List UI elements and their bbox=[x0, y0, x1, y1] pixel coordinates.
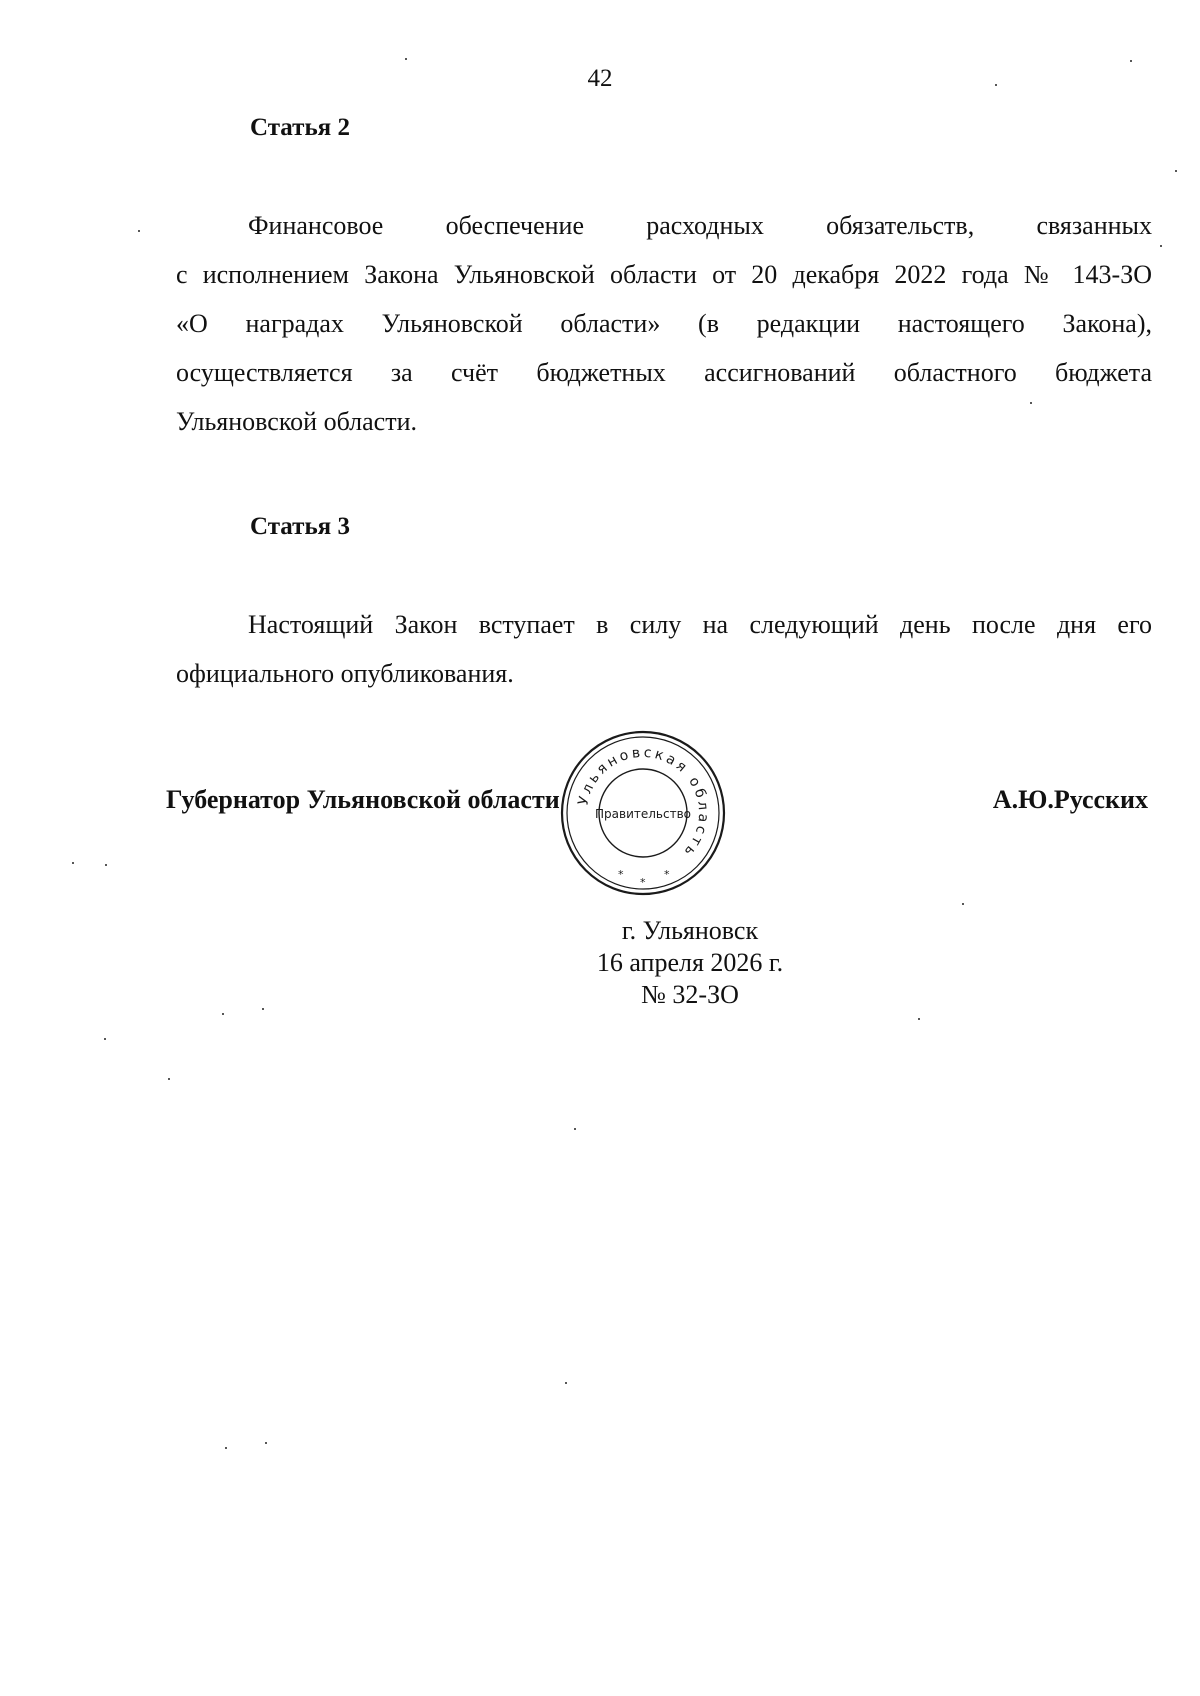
signature-title: Губернатор Ульяновской области bbox=[166, 785, 560, 814]
scan-speck bbox=[565, 1382, 567, 1384]
official-seal bbox=[558, 728, 728, 898]
article-3-heading: Статья 3 bbox=[250, 513, 350, 540]
scan-speck bbox=[995, 84, 997, 86]
law-number: № 32-ЗО bbox=[641, 980, 739, 1009]
place-date-block bbox=[540, 915, 840, 1011]
paragraph-line: официального опубликования. bbox=[176, 659, 514, 688]
seal-ring-text: Ульяновская область bbox=[575, 744, 712, 862]
scan-speck bbox=[72, 862, 74, 864]
page-number: 42 bbox=[587, 65, 613, 92]
scan-speck bbox=[1160, 245, 1162, 247]
scan-speck bbox=[1130, 60, 1132, 62]
date: 16 апреля 2026 г. bbox=[596, 948, 784, 977]
article-2-heading: Статья 2 bbox=[250, 114, 350, 141]
scan-speck bbox=[262, 1008, 264, 1010]
scan-speck bbox=[962, 903, 964, 905]
scan-speck bbox=[225, 1447, 227, 1449]
paragraph-line: Финансовое обеспечение расходных обязательств, связанных bbox=[248, 211, 1152, 240]
scan-speck bbox=[574, 1128, 576, 1130]
scan-speck bbox=[222, 1013, 224, 1015]
paragraph-line: осуществляется за счёт бюджетных ассигнований областного бюджета bbox=[176, 358, 1152, 387]
scan-speck bbox=[918, 1018, 920, 1020]
seal-star: * bbox=[618, 868, 624, 881]
article-2-paragraph bbox=[176, 201, 1152, 446]
city: г. Ульяновск bbox=[621, 916, 759, 945]
scan-speck bbox=[138, 230, 140, 232]
seal-star: * bbox=[664, 868, 670, 881]
scan-speck bbox=[168, 1078, 170, 1080]
seal-center-text: Правительство bbox=[595, 807, 691, 821]
scan-speck bbox=[105, 864, 107, 866]
paragraph-line: «О наградах Ульяновской области» (в редакции настоящего Закона), bbox=[176, 309, 1152, 338]
scan-speck bbox=[1030, 402, 1032, 404]
scan-speck bbox=[265, 1442, 267, 1444]
paragraph-line: Настоящий Закон вступает в силу на следующий день после дня его bbox=[248, 610, 1152, 639]
paragraph-line: с исполнением Закона Ульяновской области от 20 декабря 2022 года № 143-ЗО bbox=[176, 260, 1152, 289]
signatory-name: А.Ю.Русских bbox=[992, 785, 1148, 814]
scan-speck bbox=[1175, 170, 1177, 172]
scan-speck bbox=[104, 1038, 106, 1040]
paragraph-line: Ульяновской области. bbox=[176, 407, 417, 436]
scan-speck bbox=[405, 58, 407, 60]
article-3-paragraph bbox=[176, 600, 1152, 698]
seal-star: * bbox=[640, 876, 646, 889]
